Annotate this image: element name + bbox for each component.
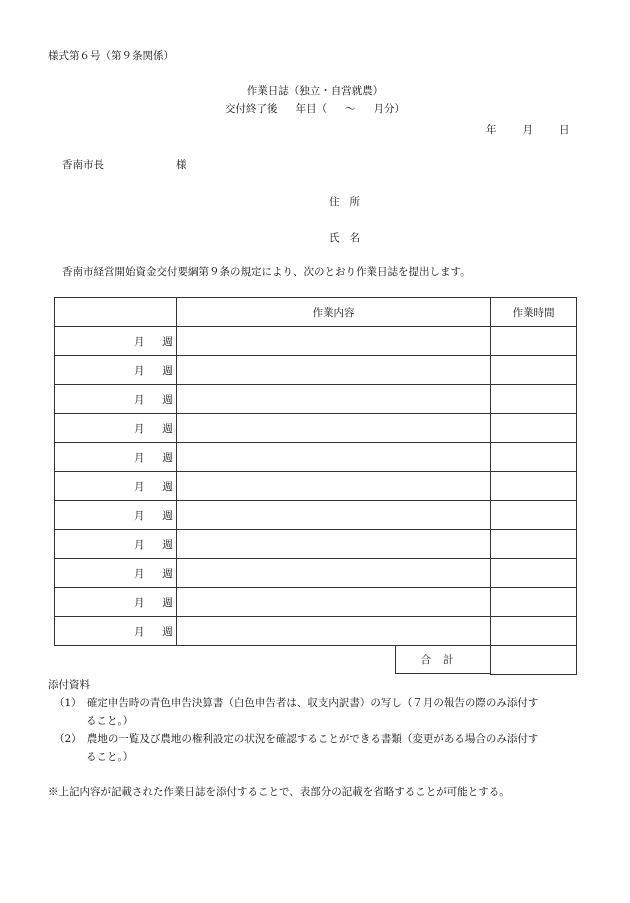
week-label: 週 bbox=[162, 422, 173, 435]
month-label: 月 bbox=[134, 393, 145, 406]
week-label: 週 bbox=[162, 451, 173, 464]
total-label-wrap bbox=[177, 646, 491, 675]
work-content-cell[interactable] bbox=[177, 559, 491, 588]
table-header-row bbox=[55, 298, 577, 327]
work-time-cell[interactable] bbox=[491, 356, 577, 385]
total-label: 合計 bbox=[395, 645, 490, 674]
table-row bbox=[55, 385, 577, 414]
table-row bbox=[55, 530, 577, 559]
week-label: 週 bbox=[162, 567, 173, 580]
table-row bbox=[55, 443, 577, 472]
total-spacer bbox=[55, 646, 177, 675]
work-time-cell[interactable] bbox=[491, 559, 577, 588]
work-time-cell[interactable] bbox=[491, 501, 577, 530]
work-time-cell[interactable] bbox=[491, 414, 577, 443]
month-week-cell[interactable] bbox=[55, 472, 177, 501]
table-row bbox=[55, 356, 577, 385]
attachment-item-1: （1） 確定申告時の青色申告決算書（白色申告者は、収支内訳書）の写し（７月の報告の際のみ添付す bbox=[54, 697, 539, 709]
header-work-content: 作業内容 bbox=[177, 298, 491, 327]
work-log-table bbox=[54, 297, 577, 675]
week-label: 週 bbox=[162, 480, 173, 493]
month-label: 月 bbox=[134, 422, 145, 435]
work-time-cell[interactable] bbox=[491, 617, 577, 646]
submission-date bbox=[486, 122, 570, 137]
document-subtitle bbox=[0, 101, 630, 116]
table-row bbox=[55, 472, 577, 501]
month-label: 月 bbox=[134, 596, 145, 609]
week-label: 週 bbox=[162, 625, 173, 638]
month-week-cell[interactable] bbox=[55, 356, 177, 385]
addressee-honorific: 様 bbox=[176, 159, 187, 171]
month-week-cell[interactable] bbox=[55, 385, 177, 414]
table-row bbox=[55, 501, 577, 530]
attachment-item-1-cont: ること。） bbox=[86, 715, 134, 727]
month-label: 月 bbox=[134, 538, 145, 551]
week-label: 週 bbox=[162, 393, 173, 406]
week-label: 週 bbox=[162, 538, 173, 551]
month-label: 月 bbox=[134, 625, 145, 638]
month-week-cell[interactable] bbox=[55, 327, 177, 356]
month-week-cell[interactable] bbox=[55, 617, 177, 646]
table-row bbox=[55, 617, 577, 646]
work-content-cell[interactable] bbox=[177, 443, 491, 472]
subtitle-tilde: 〜 bbox=[345, 103, 356, 115]
week-label: 週 bbox=[162, 335, 173, 348]
header-blank bbox=[55, 298, 177, 327]
table-row bbox=[55, 559, 577, 588]
table-row bbox=[55, 327, 577, 356]
work-content-cell[interactable] bbox=[177, 385, 491, 414]
work-content-cell[interactable] bbox=[177, 356, 491, 385]
month-label: 月 bbox=[134, 451, 145, 464]
work-time-cell[interactable] bbox=[491, 588, 577, 617]
week-label: 週 bbox=[162, 596, 173, 609]
date-day: 日 bbox=[559, 124, 570, 136]
work-content-cell[interactable] bbox=[177, 530, 491, 559]
work-content-cell[interactable] bbox=[177, 414, 491, 443]
total-value-cell[interactable] bbox=[491, 646, 577, 675]
work-time-cell[interactable] bbox=[491, 385, 577, 414]
work-content-cell[interactable] bbox=[177, 472, 491, 501]
month-label: 月 bbox=[134, 335, 145, 348]
month-label: 月 bbox=[134, 509, 145, 522]
work-content-cell[interactable] bbox=[177, 588, 491, 617]
work-time-cell[interactable] bbox=[491, 530, 577, 559]
attachment-item-2-cont: ること。） bbox=[86, 751, 134, 763]
work-content-cell[interactable] bbox=[177, 501, 491, 530]
addressee bbox=[62, 157, 187, 172]
header-work-time: 作業時間 bbox=[491, 298, 577, 327]
work-time-cell[interactable] bbox=[491, 327, 577, 356]
month-label: 月 bbox=[134, 480, 145, 493]
name-label: 氏名 bbox=[329, 232, 370, 244]
intro-text: 香南市経営開始資金交付要綱第９条の規定により、次のとおり作業日誌を提出します。 bbox=[62, 266, 471, 278]
attachments-title: 添付資料 bbox=[48, 679, 90, 691]
month-week-cell[interactable] bbox=[55, 559, 177, 588]
footnote: ※上記内容が記載された作業日誌を添付することで、表部分の記載を省略することが可能とする。 bbox=[48, 786, 510, 798]
month-label: 月 bbox=[134, 364, 145, 377]
month-week-cell[interactable] bbox=[55, 443, 177, 472]
document-title: 作業日誌（独立・自営就農） bbox=[246, 85, 384, 97]
total-row bbox=[55, 646, 577, 675]
month-week-cell[interactable] bbox=[55, 530, 177, 559]
addressee-name: 香南市長 bbox=[62, 159, 104, 171]
subtitle-year-label: 年目（ bbox=[295, 103, 327, 115]
month-week-cell[interactable] bbox=[55, 501, 177, 530]
month-week-cell[interactable] bbox=[55, 414, 177, 443]
table-row bbox=[55, 414, 577, 443]
subtitle-period-label: 交付終了後 bbox=[225, 103, 278, 115]
work-time-cell[interactable] bbox=[491, 472, 577, 501]
week-label: 週 bbox=[162, 364, 173, 377]
form-number: 様式第６号（第９条関係） bbox=[48, 50, 174, 62]
subtitle-month-label: 月分） bbox=[373, 103, 405, 115]
work-time-cell[interactable] bbox=[491, 443, 577, 472]
attachment-item-2: （2） 農地の一覧及び農地の権利設定の状況を確認することができる書類（変更がある場合のみ添付す bbox=[54, 733, 539, 745]
table-row bbox=[55, 588, 577, 617]
month-label: 月 bbox=[134, 567, 145, 580]
month-week-cell[interactable] bbox=[55, 588, 177, 617]
work-content-cell[interactable] bbox=[177, 327, 491, 356]
date-year: 年 bbox=[486, 124, 497, 136]
work-content-cell[interactable] bbox=[177, 617, 491, 646]
date-month: 月 bbox=[522, 124, 533, 136]
week-label: 週 bbox=[162, 509, 173, 522]
address-label: 住所 bbox=[329, 196, 370, 208]
